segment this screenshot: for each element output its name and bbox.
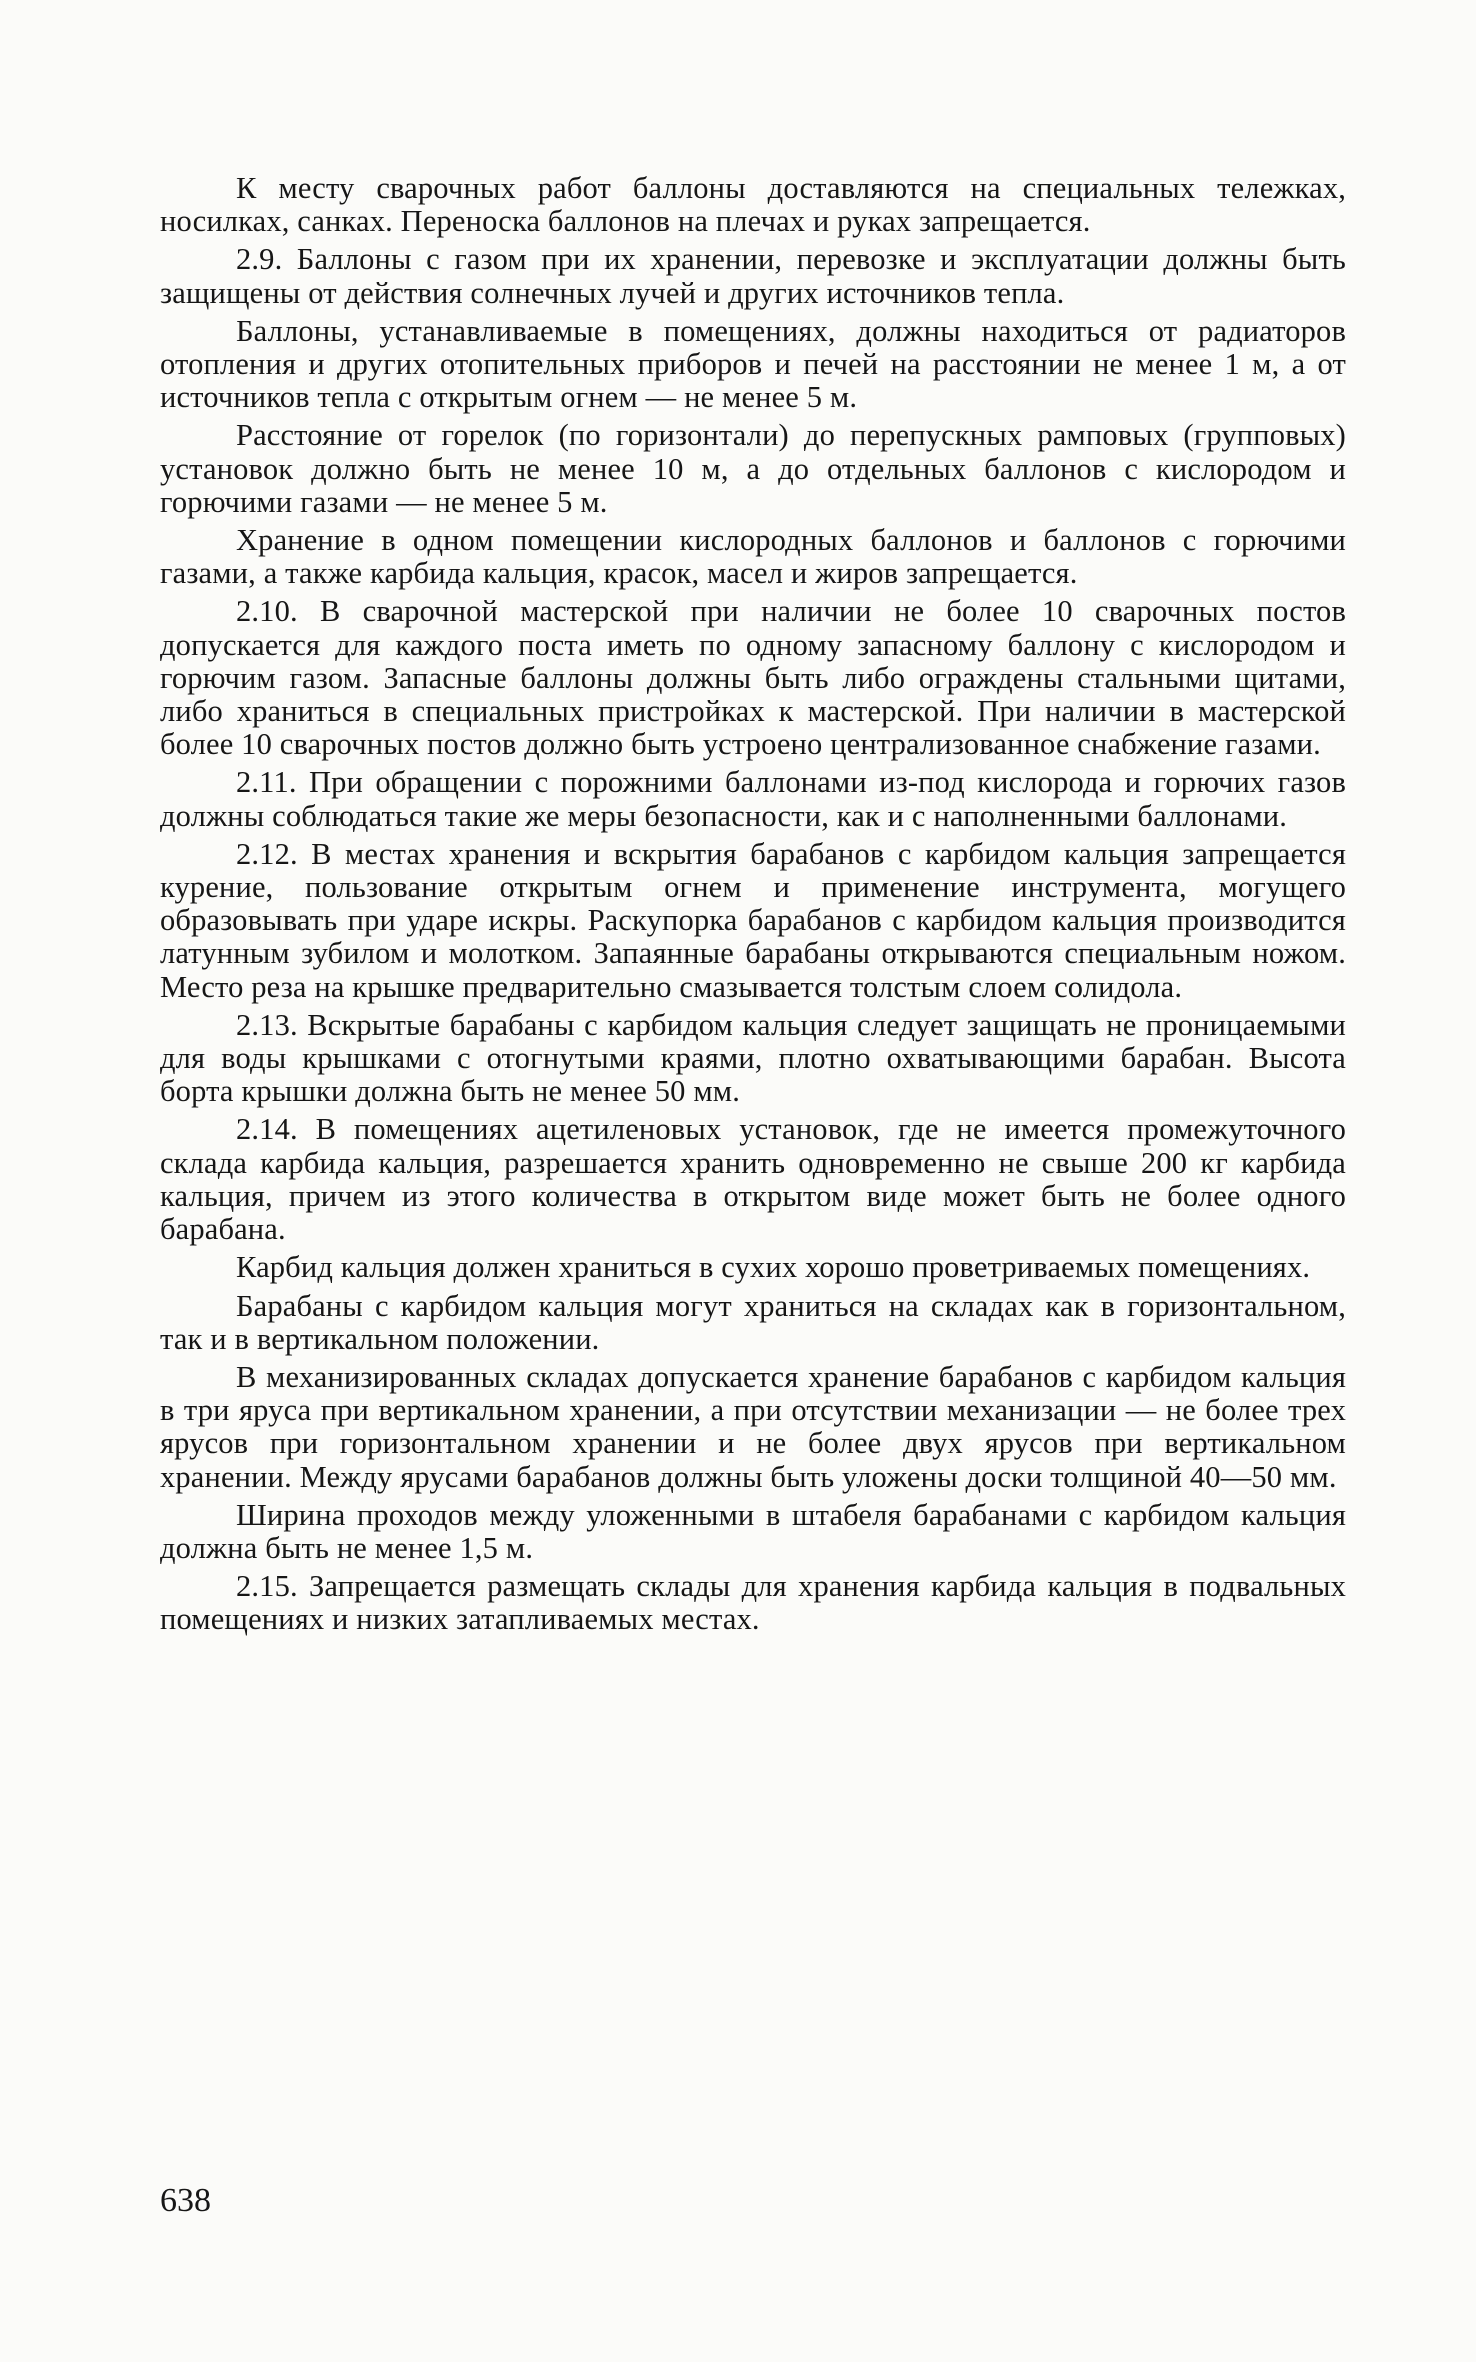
body-text [160,172,1346,1642]
paragraph-drum-position: Барабаны с карбидом кальция могут храниться на складах как в горизонтальном, так и в вертикальном положении. [160,1288,1346,1356]
paragraph-2-15: 2.15. Запрещается размещать склады для хранения карбида кальция в подвальных помещениях и низких затапливаемых местах. [160,1569,1346,1637]
paragraph-burner-distance: Расстояние от горелок (по горизонтали) до перепускных рамповых (групповых) установок должно быть не менее 10 м, а до отдельных баллонов с кислородом и горючими газами — не менее 5 м. [160,418,1346,519]
paragraph-2-13: 2.13. Вскрытые барабаны с карбидом кальция следует защищать не проницаемыми для воды крышками с отогнутыми краями, плотно охватывающими барабан. Высота борта крышки должна быть не менее 50 мм. [160,1007,1346,1109]
page-number: 638 [160,2182,211,2219]
paragraph-indoor-distance: Баллоны, устанавливаемые в помещениях, должны находиться от радиаторов отопления и других отопительных приборов и печей на расстоянии не менее 1 м, а от источников тепла с открытым огнем — не менее 5 м. [160,313,1346,415]
paragraph-2-10: 2.10. В сварочной мастерской при наличии не более 10 сварочных постов допускается для каждого поста иметь по одному запасному баллону с кислородом и горючим газом. Запасные баллоны должны быть либо ограждены стальными щитами, либо храниться в специальных пристройках к мастерской. При наличии в мастерской более 10 сварочных постов должно быть устроено централизованное снабжение газами. [160,594,1346,762]
paragraph-2-9: 2.9. Баллоны с газом при их хранении, перевозке и эксплуатации должны быть защищены от действия солнечных лучей и других источников тепла. [160,242,1346,310]
paragraph-2-14: 2.14. В помещениях ацетиленовых установок, где не имеется промежуточного склада карбида кальция, разрешается хранить одновременно не свыше 200 кг карбида кальция, причем из этого количества в открытом виде может быть не более одного барабана. [160,1112,1346,1247]
paragraph-mechanized-storage: В механизированных складах допускается хранение барабанов с карбидом кальция в три яруса при вертикальном хранении, а при отсутствии механизации — не более трех ярусов при горизонтальном хранении и не более двух ярусов при вертикальном хранении. Между ярусами барабанов должны быть уложены доски толщиной 40—50 мм. [160,1359,1346,1494]
paragraph-storage-ban: Хранение в одном помещении кислородных баллонов и баллонов с горючими газами, а также карбида кальция, красок, масел и жиров запрещается. [160,523,1346,591]
paragraph-dry-storage: Карбид кальция должен храниться в сухих хорошо проветриваемых помещениях. [236,1250,1311,1285]
paragraph-aisle-width: Ширина проходов между уложенными в штабеля барабанами с карбидом кальция должна быть не менее 1,5 м. [160,1497,1346,1565]
paragraph-delivery: К месту сварочных работ баллоны доставляются на специальных тележках, носилках, санках. Переноска баллонов на плечах и руках запрещается. [160,171,1346,239]
paragraph-2-12: 2.12. В местах хранения и вскрытия барабанов с карбидом кальция запрещается курение, пользование открытым огнем и применение инструмента, могущего образовывать при ударе искры. Раскупорка барабанов с карбидом кальция производится латунным зубилом и молотком. Запаянные барабаны открываются специальным ножом. Место реза на крышке предварительно смазывается толстым слоем солидола. [160,836,1346,1004]
paragraph-2-11: 2.11. При обращении с порожними баллонами из-под кислорода и горючих газов должны соблюдаться такие же меры безопасности, как и с наполненными баллонами. [160,765,1346,833]
